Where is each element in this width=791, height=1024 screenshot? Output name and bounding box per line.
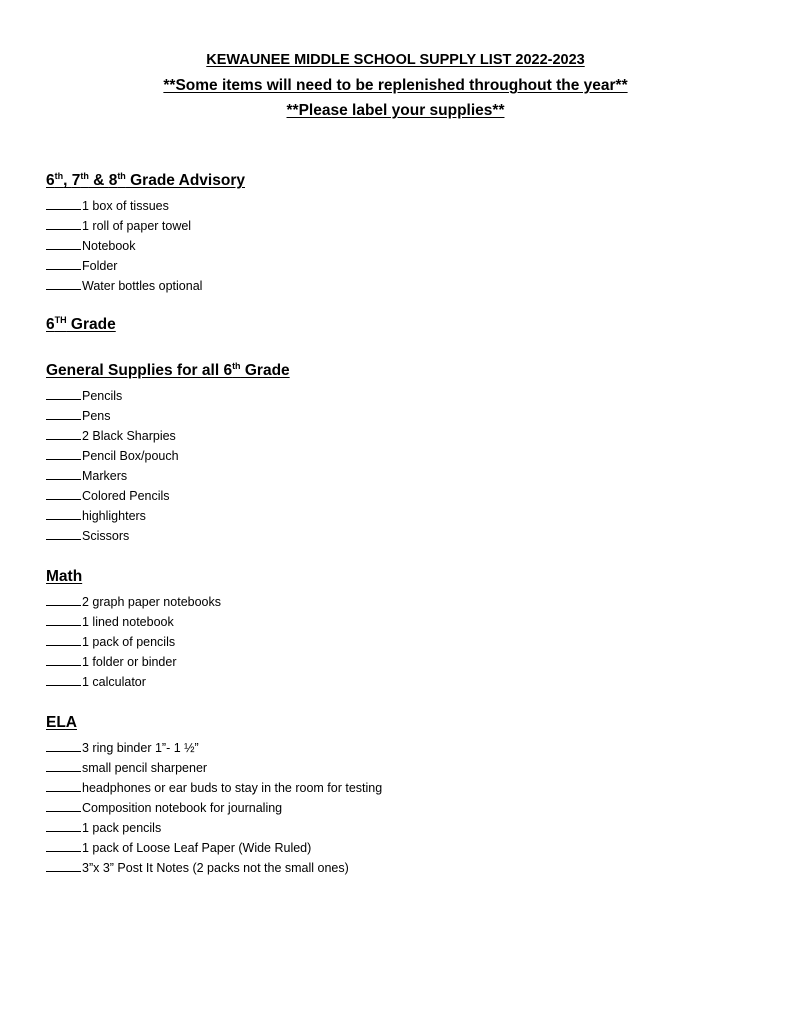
checkbox-blank [46,840,81,852]
checkbox-blank [46,674,81,686]
advisory-heading: 6th, 7th & 8th Grade Advisory [46,170,245,189]
document-title: KEWAUNEE MIDDLE SCHOOL SUPPLY LIST 2022-2023 [206,52,585,68]
list-item: highlighters [46,506,766,526]
list-item: Markers [46,466,766,486]
list-item: Pencil Box/pouch [46,446,766,466]
checkbox-blank [46,528,81,540]
checkbox-blank [46,278,81,290]
list-item: Pencils [46,386,766,406]
list-item: 3 ring binder 1”- 1 ½” [46,738,766,758]
checkbox-blank [46,508,81,520]
checkbox-blank [46,860,81,872]
list-item: Folder [46,256,766,276]
checkbox-blank [46,614,81,626]
checkbox-blank [46,238,81,250]
checkbox-blank [46,780,81,792]
advisory-items [46,196,766,296]
general-items [46,386,766,546]
list-item: Pens [46,406,766,426]
math-heading: Math [46,568,83,585]
checkbox-blank [46,408,81,420]
replenish-note: **Some items will need to be replenished throughout the year** [163,77,628,94]
list-item: 1 pack of pencils [46,632,766,652]
checkbox-blank [46,388,81,400]
checkbox-blank [46,760,81,772]
checkbox-blank [46,654,81,666]
list-item: 1 box of tissues [46,196,766,216]
list-item: headphones or ear buds to stay in the room for testing [46,778,766,798]
checkbox-blank [46,800,81,812]
list-item: Scissors [46,526,766,546]
general-supplies-heading: General Supplies for all 6th Grade [46,360,290,379]
list-item: 2 graph paper notebooks [46,592,766,612]
list-item: 1 pack pencils [46,818,766,838]
checkbox-blank [46,634,81,646]
checkbox-blank [46,820,81,832]
list-item: 1 lined notebook [46,612,766,632]
list-item: 1 roll of paper towel [46,216,766,236]
checkbox-blank [46,198,81,210]
checkbox-blank [46,258,81,270]
list-item: 3”x 3” Post It Notes (2 packs not the small ones) [46,858,766,878]
list-item: 1 pack of Loose Leaf Paper (Wide Ruled) [46,838,766,858]
label-note: **Please label your supplies** [286,102,505,119]
checkbox-blank [46,448,81,460]
checkbox-blank [46,594,81,606]
ela-heading: ELA [46,714,77,731]
list-item: 1 folder or binder [46,652,766,672]
list-item: small pencil sharpener [46,758,766,778]
list-item: Water bottles optional [46,276,766,296]
list-item: 2 Black Sharpies [46,426,766,446]
checkbox-blank [46,740,81,752]
grade6-heading: 6TH Grade [46,314,116,333]
list-item: Colored Pencils [46,486,766,506]
checkbox-blank [46,428,81,440]
list-item: Notebook [46,236,766,256]
document-header [0,48,791,123]
checkbox-blank [46,468,81,480]
list-item: Composition notebook for journaling [46,798,766,818]
checkbox-blank [46,488,81,500]
supply-list [46,170,766,878]
math-items [46,592,766,692]
list-item: 1 calculator [46,672,766,692]
ela-items [46,738,766,878]
checkbox-blank [46,218,81,230]
